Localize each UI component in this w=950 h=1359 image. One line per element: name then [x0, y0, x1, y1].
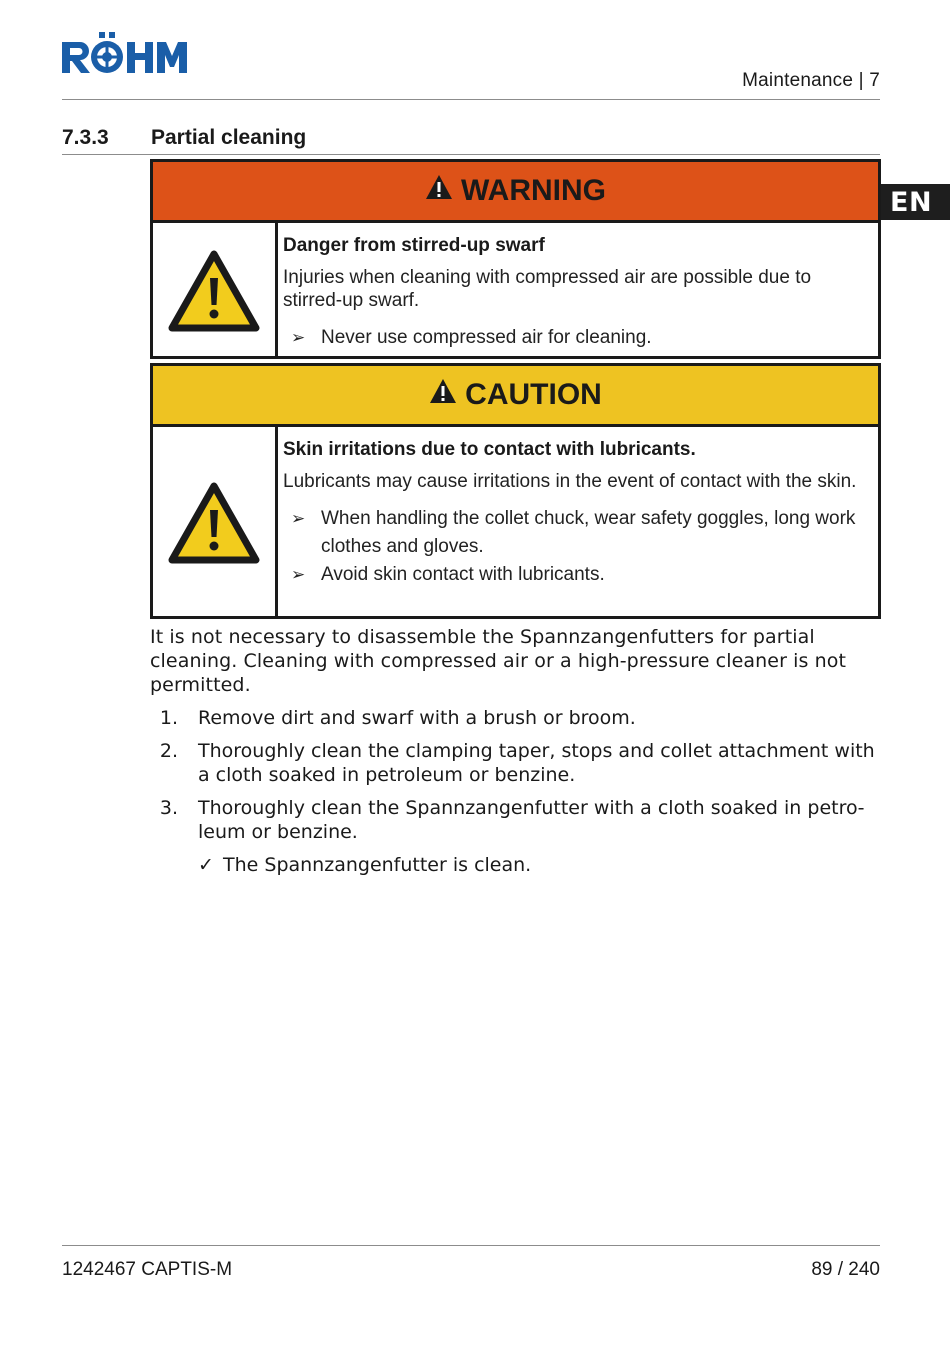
checkmark-icon: ✓: [198, 854, 214, 876]
caution-action-item: [283, 561, 866, 589]
step-item: [150, 796, 880, 844]
caution-hazard-description: Lubricants may cause irritations in the event of contact with the skin.: [283, 471, 857, 492]
section-number: 7.3.3: [62, 126, 109, 149]
caution-small-icon: [429, 378, 457, 412]
caution-hazard-title: Skin irritations due to contact with lubricants.: [283, 439, 696, 460]
language-tab: EN: [880, 184, 950, 220]
caution-hazard-icon-cell: [153, 427, 278, 619]
step-text: Thoroughly clean the Spannzangenfutter with a cloth soaked in petroleum or benzine.: [198, 797, 865, 843]
warning-action-item: [283, 324, 866, 352]
document-id: 1242467 CAPTIS-M: [62, 1259, 233, 1280]
header-divider: [62, 99, 880, 100]
warning-header: [153, 162, 878, 223]
section-heading: [62, 124, 880, 155]
arrow-bullet-icon: ➢: [291, 509, 306, 528]
warning-action-text: Never use compressed air for cleaning.: [321, 327, 652, 348]
intro-paragraph: It is not necessary to disassemble the Spannzangenfutters for partial cleaning. Cleaning with compressed air or a high-pressure cleaner is not permitted.: [150, 626, 847, 696]
page-number: 89 / 240: [811, 1259, 880, 1280]
step-item: [150, 706, 880, 730]
warning-box: [150, 159, 881, 359]
warning-triangle-icon: [168, 250, 260, 332]
caution-header: [153, 366, 878, 427]
arrow-bullet-icon: ➢: [291, 328, 306, 347]
step-number: 2.: [159, 740, 178, 762]
warning-signal-word: WARNING: [461, 174, 606, 207]
warning-hazard-icon-cell: [153, 223, 278, 359]
step-item: [150, 739, 880, 787]
result-line: [198, 853, 880, 877]
caution-signal-word: CAUTION: [465, 378, 602, 411]
step-number: 3.: [159, 797, 178, 819]
step-text: Remove dirt and swarf with a brush or broom.: [198, 707, 636, 729]
step-number: 1.: [159, 707, 178, 729]
warning-hazard-title: Danger from stirred-up swarf: [283, 235, 545, 256]
arrow-bullet-icon: ➢: [291, 565, 306, 584]
warning-hazard-description: Injuries when cleaning with compressed air are possible due to stirred-up swarf.: [283, 267, 812, 311]
caution-action-item: [283, 505, 866, 561]
instruction-steps: [150, 706, 880, 877]
caution-triangle-icon: [168, 482, 260, 564]
footer-divider: [62, 1245, 880, 1246]
step-text: Thoroughly clean the clamping taper, stops and collet attachment with a cloth soaked in petroleum or benzine.: [198, 740, 875, 786]
section-title: Partial cleaning: [151, 126, 307, 149]
result-text: The Spannzangenfutter is clean.: [223, 854, 532, 876]
warning-small-icon: [425, 174, 453, 208]
rohm-logo: [62, 30, 190, 78]
caution-box: [150, 363, 881, 619]
caution-action-text: When handling the collet chuck, wear safety goggles, long work clothes and gloves.: [321, 508, 856, 557]
running-head: Maintenance | 7: [742, 70, 880, 91]
caution-action-text: Avoid skin contact with lubricants.: [321, 564, 605, 585]
